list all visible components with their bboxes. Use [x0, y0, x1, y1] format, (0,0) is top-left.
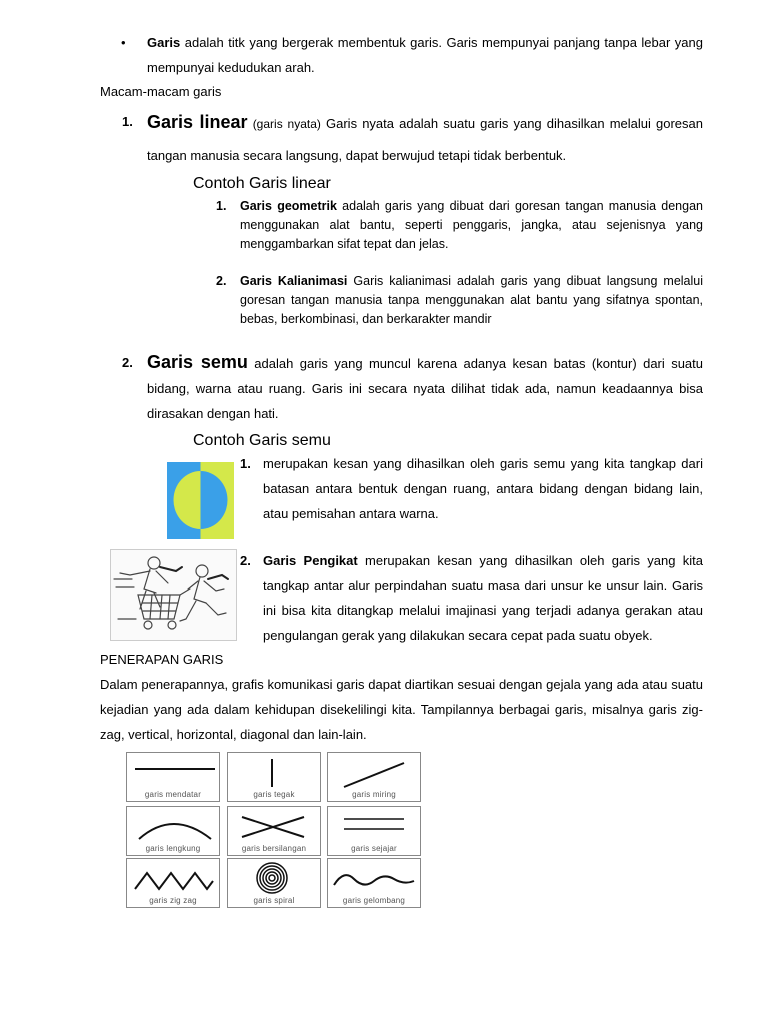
line-type-cell: [227, 752, 321, 802]
line-type-label: garis bersilangan: [241, 844, 307, 853]
line-type-cell: [327, 806, 421, 856]
item1-title: Garis linear: [147, 112, 248, 132]
linear-examples-heading: Contoh Garis linear: [193, 175, 331, 192]
item2-text: adalah garis yang muncul karena adanya kesan batas (kontur) dari suatu bidang, warna atau ruang. Garis ini secara nyata dilihat tidak ada, namun keadaannya bisa dirasakan dengan hati.: [147, 356, 703, 421]
item1-text: Garis nyata adalah suatu garis yang dihasilkan melalui goresan tangan manusia secara langsung, dapat berwujud tetapi tidak berbentuk.: [147, 116, 703, 163]
linear-ex1-text: [240, 197, 703, 254]
item1-paren: (garis nyata): [252, 117, 321, 131]
semu-ex2-body: merupakan kesan yang dihasilkan oleh garis yang kita tangkap antar alur perpindahan suatu masa dari unsur ke unsur lain. Garis ini bisa kita ditangkap melalui imajinasi yang terjadi adanya gerakan atau pengulangan gerak yang dilakukan secara cepat pada suatu obyek.: [263, 553, 703, 643]
linear-ex2-term: Garis Kalianimasi: [240, 274, 348, 288]
line-type-label: garis tegak: [253, 790, 295, 799]
intro-paragraph: [147, 30, 703, 80]
semu-ex2-number: 2.: [240, 553, 251, 568]
line-type-cell: [327, 858, 421, 908]
item2-title: Garis semu: [147, 352, 248, 372]
line-type-cell: [126, 752, 220, 802]
line-type-label: garis gelombang: [342, 896, 406, 905]
shopping-cart-sketch-image: [110, 549, 237, 641]
semu-examples-heading: Contoh Garis semu: [193, 432, 331, 449]
linear-ex1-number: 1.: [216, 199, 227, 213]
line-type-label: garis zig zag: [149, 896, 197, 905]
line-types-grid: [126, 752, 422, 908]
application-paragraph: Dalam penerapannya, grafis komunikasi garis dapat diartikan sesuai dengan gejala yang ada atau suatu kejadian yang ada dalam kehidupan disekelilingi kita. Tampilannya berbagai garis, misalnya garis zig-zag, vertical, horizontal, diagonal dan lain-lain.: [100, 677, 703, 742]
semu-ex1-text: [263, 451, 703, 526]
semu-ex1-body: merupakan kesan yang dihasilkan oleh garis semu yang kita tangkap dari batasan antara bentuk dengan ruang, antara bidang dengan bidang lain, atau pemisahan antara warna.: [263, 456, 703, 521]
color-split-image: [167, 462, 234, 539]
semu-ex1-number: 1.: [240, 456, 251, 471]
item1-paragraph: [147, 106, 703, 172]
item1-number: 1.: [122, 114, 133, 129]
application-heading: PENERAPAN GARIS: [100, 652, 224, 667]
line-type-label: garis spiral: [253, 896, 295, 905]
linear-ex2-text: [240, 272, 703, 329]
line-type-label: garis sejajar: [351, 844, 397, 853]
intro-text: adalah titk yang bergerak membentuk garis. Garis mempunyai panjang tanpa lebar yang mempunyai kedudukan arah.: [147, 35, 703, 75]
line-type-label: garis lengkung: [145, 844, 201, 853]
item2-paragraph: [147, 350, 703, 426]
line-type-cell: [227, 806, 321, 856]
intro-term: Garis: [147, 35, 181, 50]
line-type-label: garis miring: [352, 790, 396, 799]
line-type-cell: [327, 752, 421, 802]
types-heading: Macam-macam garis: [100, 84, 222, 99]
line-type-cell: [126, 858, 220, 908]
linear-ex1-body: adalah garis yang dibuat dari goresan tangan manusia dengan menggunakan alat bantu, seperti penggaris, jangka, atau sejenisnya yang menggambarkan sifat tepat dan jelas.: [240, 199, 703, 251]
line-type-cell: [126, 806, 220, 856]
line-type-cell: [227, 858, 321, 908]
semu-ex2-term: Garis Pengikat: [263, 553, 358, 568]
linear-ex2-number: 2.: [216, 274, 227, 288]
line-type-label: garis mendatar: [144, 790, 202, 799]
linear-ex1-term: Garis geometrik: [240, 199, 337, 213]
semu-ex2-text: [263, 548, 703, 648]
bullet-icon: •: [121, 35, 126, 50]
linear-ex2-body: Garis kalianimasi adalah garis yang dibuat langsung melalui goresan tangan manusia tanpa menggunakan alat bantu yang sifatnya spontan, bebas, berkombinasi, dan berkarakter mandir: [240, 274, 704, 326]
item2-number: 2.: [122, 355, 133, 370]
